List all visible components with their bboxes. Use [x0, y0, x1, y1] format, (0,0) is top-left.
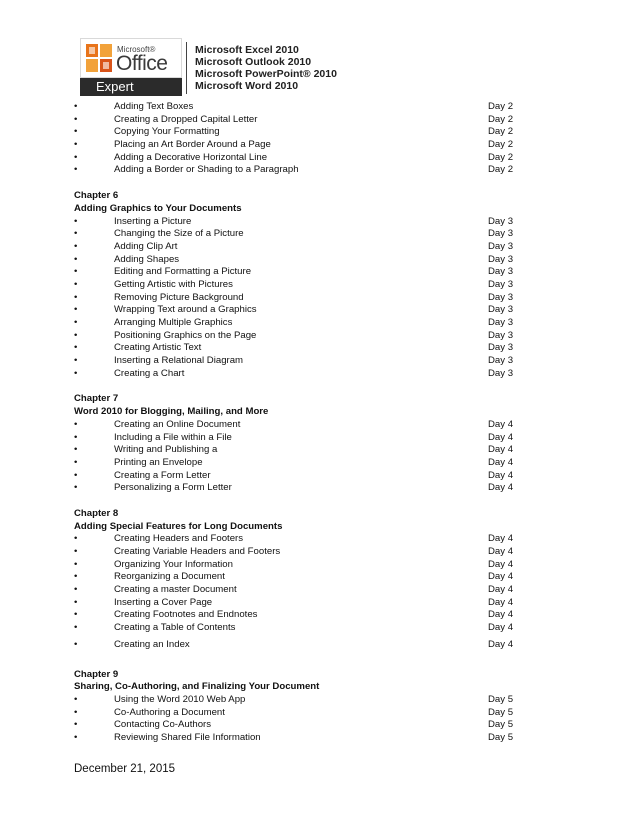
list-item [74, 622, 514, 635]
list-item-text: Inserting a Relational Diagram [114, 355, 244, 367]
list-item [74, 355, 514, 368]
bullet-icon: • [74, 456, 78, 468]
list-item-text: Adding Text Boxes [114, 101, 194, 112]
chapter-number: Chapter 7 [74, 393, 119, 405]
list-item-day: Day 2 [488, 113, 514, 125]
list-item-day: Day 4 [488, 546, 514, 557]
list-item-text: Organizing Your Information [114, 558, 233, 570]
list-item-text: Contacting Co-Authors [114, 719, 212, 731]
list-item [74, 470, 514, 483]
chapter-number: Chapter 6 [74, 190, 119, 202]
list-item [74, 101, 514, 114]
list-item-day: Day 4 [488, 533, 514, 545]
list-item-day: Day 3 [488, 304, 514, 316]
list-item [74, 126, 514, 139]
list-item-day: Day 4 [488, 571, 514, 583]
bullet-icon: • [74, 126, 78, 138]
list-item [74, 719, 514, 732]
list-item-text: Adding Clip Art [114, 240, 178, 252]
section-spacer [74, 652, 514, 669]
list-item-day: Day 5 [488, 706, 514, 718]
list-item-day: Day 4 [488, 609, 514, 621]
bullet-icon: • [74, 101, 78, 112]
bullet-icon: • [74, 367, 78, 379]
section-spacer [74, 495, 514, 508]
list-item-text: Creating a Form Letter [114, 469, 211, 481]
list-item-day: Day 3 [488, 355, 514, 367]
list-item-day: Day 4 [488, 584, 514, 596]
logo-microsoft-text: Microsoft® [117, 45, 156, 54]
chapter-title: Adding Graphics to Your Documents [74, 202, 242, 214]
footer-date: December 21, 2015 [74, 763, 176, 775]
list-item [74, 317, 514, 330]
bullet-icon: • [74, 113, 78, 125]
bullet-icon: • [74, 533, 78, 545]
list-item-text: Adding a Border or Shading to a Paragraph [114, 164, 299, 176]
list-item-day: Day 3 [488, 278, 514, 290]
list-item [74, 639, 514, 652]
list-item-text: Wrapping Text around a Graphics [114, 304, 257, 316]
list-item [74, 584, 514, 597]
bullet-icon: • [74, 444, 78, 456]
list-item [74, 292, 514, 305]
list-item-text: Editing and Formatting a Picture [114, 266, 252, 278]
list-item-day: Day 3 [488, 317, 514, 328]
list-item-text: Reviewing Shared File Information [114, 731, 261, 743]
list-item-text: Reorganizing a Document [114, 571, 225, 583]
list-item [74, 732, 514, 745]
bullet-icon: • [74, 622, 78, 634]
list-item [74, 228, 514, 241]
list-item-text: Changing the Size of a Picture [114, 228, 244, 240]
section-spacer [74, 380, 514, 393]
bullet-icon: • [74, 638, 78, 650]
list-item-text: Removing Picture Background [114, 291, 244, 303]
list-item-text: Creating a master Document [114, 584, 237, 596]
list-item [74, 342, 514, 355]
chapter-title: Sharing, Co-Authoring, and Finalizing Your Document [74, 681, 320, 693]
list-item-day: Day 4 [488, 482, 514, 494]
bullet-icon: • [74, 584, 78, 596]
list-item-day: Day 4 [488, 456, 514, 468]
bullet-icon: • [74, 546, 78, 557]
list-item [74, 164, 514, 177]
list-item-text: Creating Variable Headers and Footers [114, 546, 281, 557]
bullet-icon: • [74, 355, 78, 367]
list-item-text: Creating an Index [114, 638, 190, 650]
bullet-icon: • [74, 469, 78, 481]
section-spacer [74, 177, 514, 190]
header-divider [186, 42, 187, 94]
bullet-icon: • [74, 139, 78, 151]
list-item-day: Day 5 [488, 731, 514, 743]
list-item-day: Day 2 [488, 126, 514, 138]
list-item-text: Adding Shapes [114, 253, 180, 265]
chapter-title: Word 2010 for Blogging, Mailing, and More [74, 406, 269, 418]
bullet-icon: • [74, 151, 78, 163]
chapter-number: Chapter 8 [74, 507, 119, 519]
list-item-day: Day 2 [488, 139, 514, 151]
product-list [195, 44, 337, 92]
list-item [74, 304, 514, 317]
list-item-text: Writing and Publishing a [114, 444, 218, 456]
list-item-text: Creating Artistic Text [114, 342, 202, 354]
bullet-icon: • [74, 418, 78, 430]
list-item [74, 254, 514, 267]
list-item [74, 482, 514, 495]
list-item-text: Co-Authoring a Document [114, 706, 225, 718]
list-item-text: Positioning Graphics on the Page [114, 329, 257, 341]
list-item-text: Including a File within a File [114, 431, 232, 443]
list-item-text: Arranging Multiple Graphics [114, 317, 233, 328]
office-logo-icon [85, 43, 113, 73]
list-item-text: Creating Headers and Footers [114, 533, 244, 545]
list-item-text: Personalizing a Form Letter [114, 482, 232, 494]
bullet-icon: • [74, 571, 78, 583]
list-item [74, 139, 514, 152]
logo-badge [80, 38, 182, 96]
list-item-day: Day 3 [488, 291, 514, 303]
logo-office-text: Office [116, 52, 168, 75]
bullet-icon: • [74, 164, 78, 176]
course-outline [74, 101, 514, 745]
list-item-text: Placing an Art Border Around a Page [114, 139, 271, 151]
bullet-icon: • [74, 731, 78, 743]
list-item [74, 597, 514, 610]
list-item-text: Creating a Chart [114, 367, 185, 379]
list-item [74, 432, 514, 445]
bullet-icon: • [74, 482, 78, 494]
list-item [74, 546, 514, 559]
list-item-text: Inserting a Cover Page [114, 596, 213, 608]
bullet-icon: • [74, 596, 78, 608]
bullet-icon: • [74, 693, 78, 705]
list-item [74, 279, 514, 292]
list-item-day: Day 4 [488, 638, 514, 650]
bullet-icon: • [74, 431, 78, 443]
bullet-icon: • [74, 304, 78, 316]
logo-top-panel [80, 38, 182, 78]
logo-level-text: Expert [80, 78, 182, 96]
list-item-day: Day 5 [488, 719, 514, 731]
list-item [74, 533, 514, 546]
bullet-icon: • [74, 609, 78, 621]
list-item [74, 571, 514, 584]
list-item [74, 694, 514, 707]
list-item [74, 444, 514, 457]
list-item-day: Day 2 [488, 101, 514, 112]
bullet-icon: • [74, 253, 78, 265]
list-item-day: Day 4 [488, 469, 514, 481]
list-item-day: Day 4 [488, 431, 514, 443]
bullet-icon: • [74, 266, 78, 278]
list-item-text: Creating a Table of Contents [114, 622, 236, 634]
list-item-text: Getting Artistic with Pictures [114, 278, 233, 290]
list-item [74, 241, 514, 254]
bullet-icon: • [74, 291, 78, 303]
chapter-number: Chapter 9 [74, 668, 119, 680]
list-item-text: Printing an Envelope [114, 456, 203, 468]
list-item-day: Day 4 [488, 558, 514, 570]
list-item-text: Copying Your Formatting [114, 126, 220, 138]
bullet-icon: • [74, 706, 78, 718]
list-item-day: Day 3 [488, 342, 514, 354]
list-item-text: Adding a Decorative Horizontal Line [114, 151, 268, 163]
list-item-day: Day 2 [488, 164, 514, 176]
product-outlook: Microsoft Outlook 2010 [195, 56, 312, 68]
bullet-icon: • [74, 719, 78, 731]
list-item-day: Day 4 [488, 622, 514, 634]
bullet-icon: • [74, 342, 78, 354]
product-powerpoint: Microsoft PowerPoint® 2010 [195, 68, 337, 80]
list-item-day: Day 3 [488, 367, 514, 379]
bullet-icon: • [74, 228, 78, 240]
list-item-day: Day 5 [488, 693, 514, 705]
list-item-day: Day 3 [488, 228, 514, 240]
list-item-day: Day 3 [488, 253, 514, 265]
list-item-day: Day 3 [488, 215, 514, 227]
bullet-icon: • [74, 278, 78, 290]
list-item-text: Creating a Dropped Capital Letter [114, 113, 258, 125]
bullet-icon: • [74, 240, 78, 252]
list-item [74, 114, 514, 127]
list-item-text: Creating Footnotes and Endnotes [114, 609, 258, 621]
list-item-day: Day 4 [488, 418, 514, 430]
list-item [74, 457, 514, 470]
list-item-text: Creating an Online Document [114, 418, 241, 430]
list-item [74, 559, 514, 572]
list-item [74, 368, 514, 381]
chapter-title: Adding Special Features for Long Documents [74, 520, 283, 532]
list-item [74, 330, 514, 343]
list-item-text: Using the Word 2010 Web App [114, 693, 246, 705]
list-item [74, 152, 514, 165]
list-item [74, 419, 514, 432]
list-item-day: Day 3 [488, 329, 514, 341]
list-item-day: Day 2 [488, 151, 514, 163]
list-item-text: Inserting a Picture [114, 215, 192, 227]
list-item [74, 216, 514, 229]
list-item [74, 266, 514, 279]
list-item [74, 707, 514, 720]
product-word: Microsoft Word 2010 [195, 80, 299, 92]
list-item [74, 609, 514, 622]
product-excel: Microsoft Excel 2010 [195, 44, 299, 56]
list-item-day: Day 3 [488, 266, 514, 278]
bullet-icon: • [74, 317, 78, 328]
bullet-icon: • [74, 215, 78, 227]
list-item-day: Day 4 [488, 444, 514, 456]
bullet-icon: • [74, 558, 78, 570]
list-item-day: Day 4 [488, 596, 514, 608]
list-item-day: Day 3 [488, 240, 514, 252]
bullet-icon: • [74, 329, 78, 341]
